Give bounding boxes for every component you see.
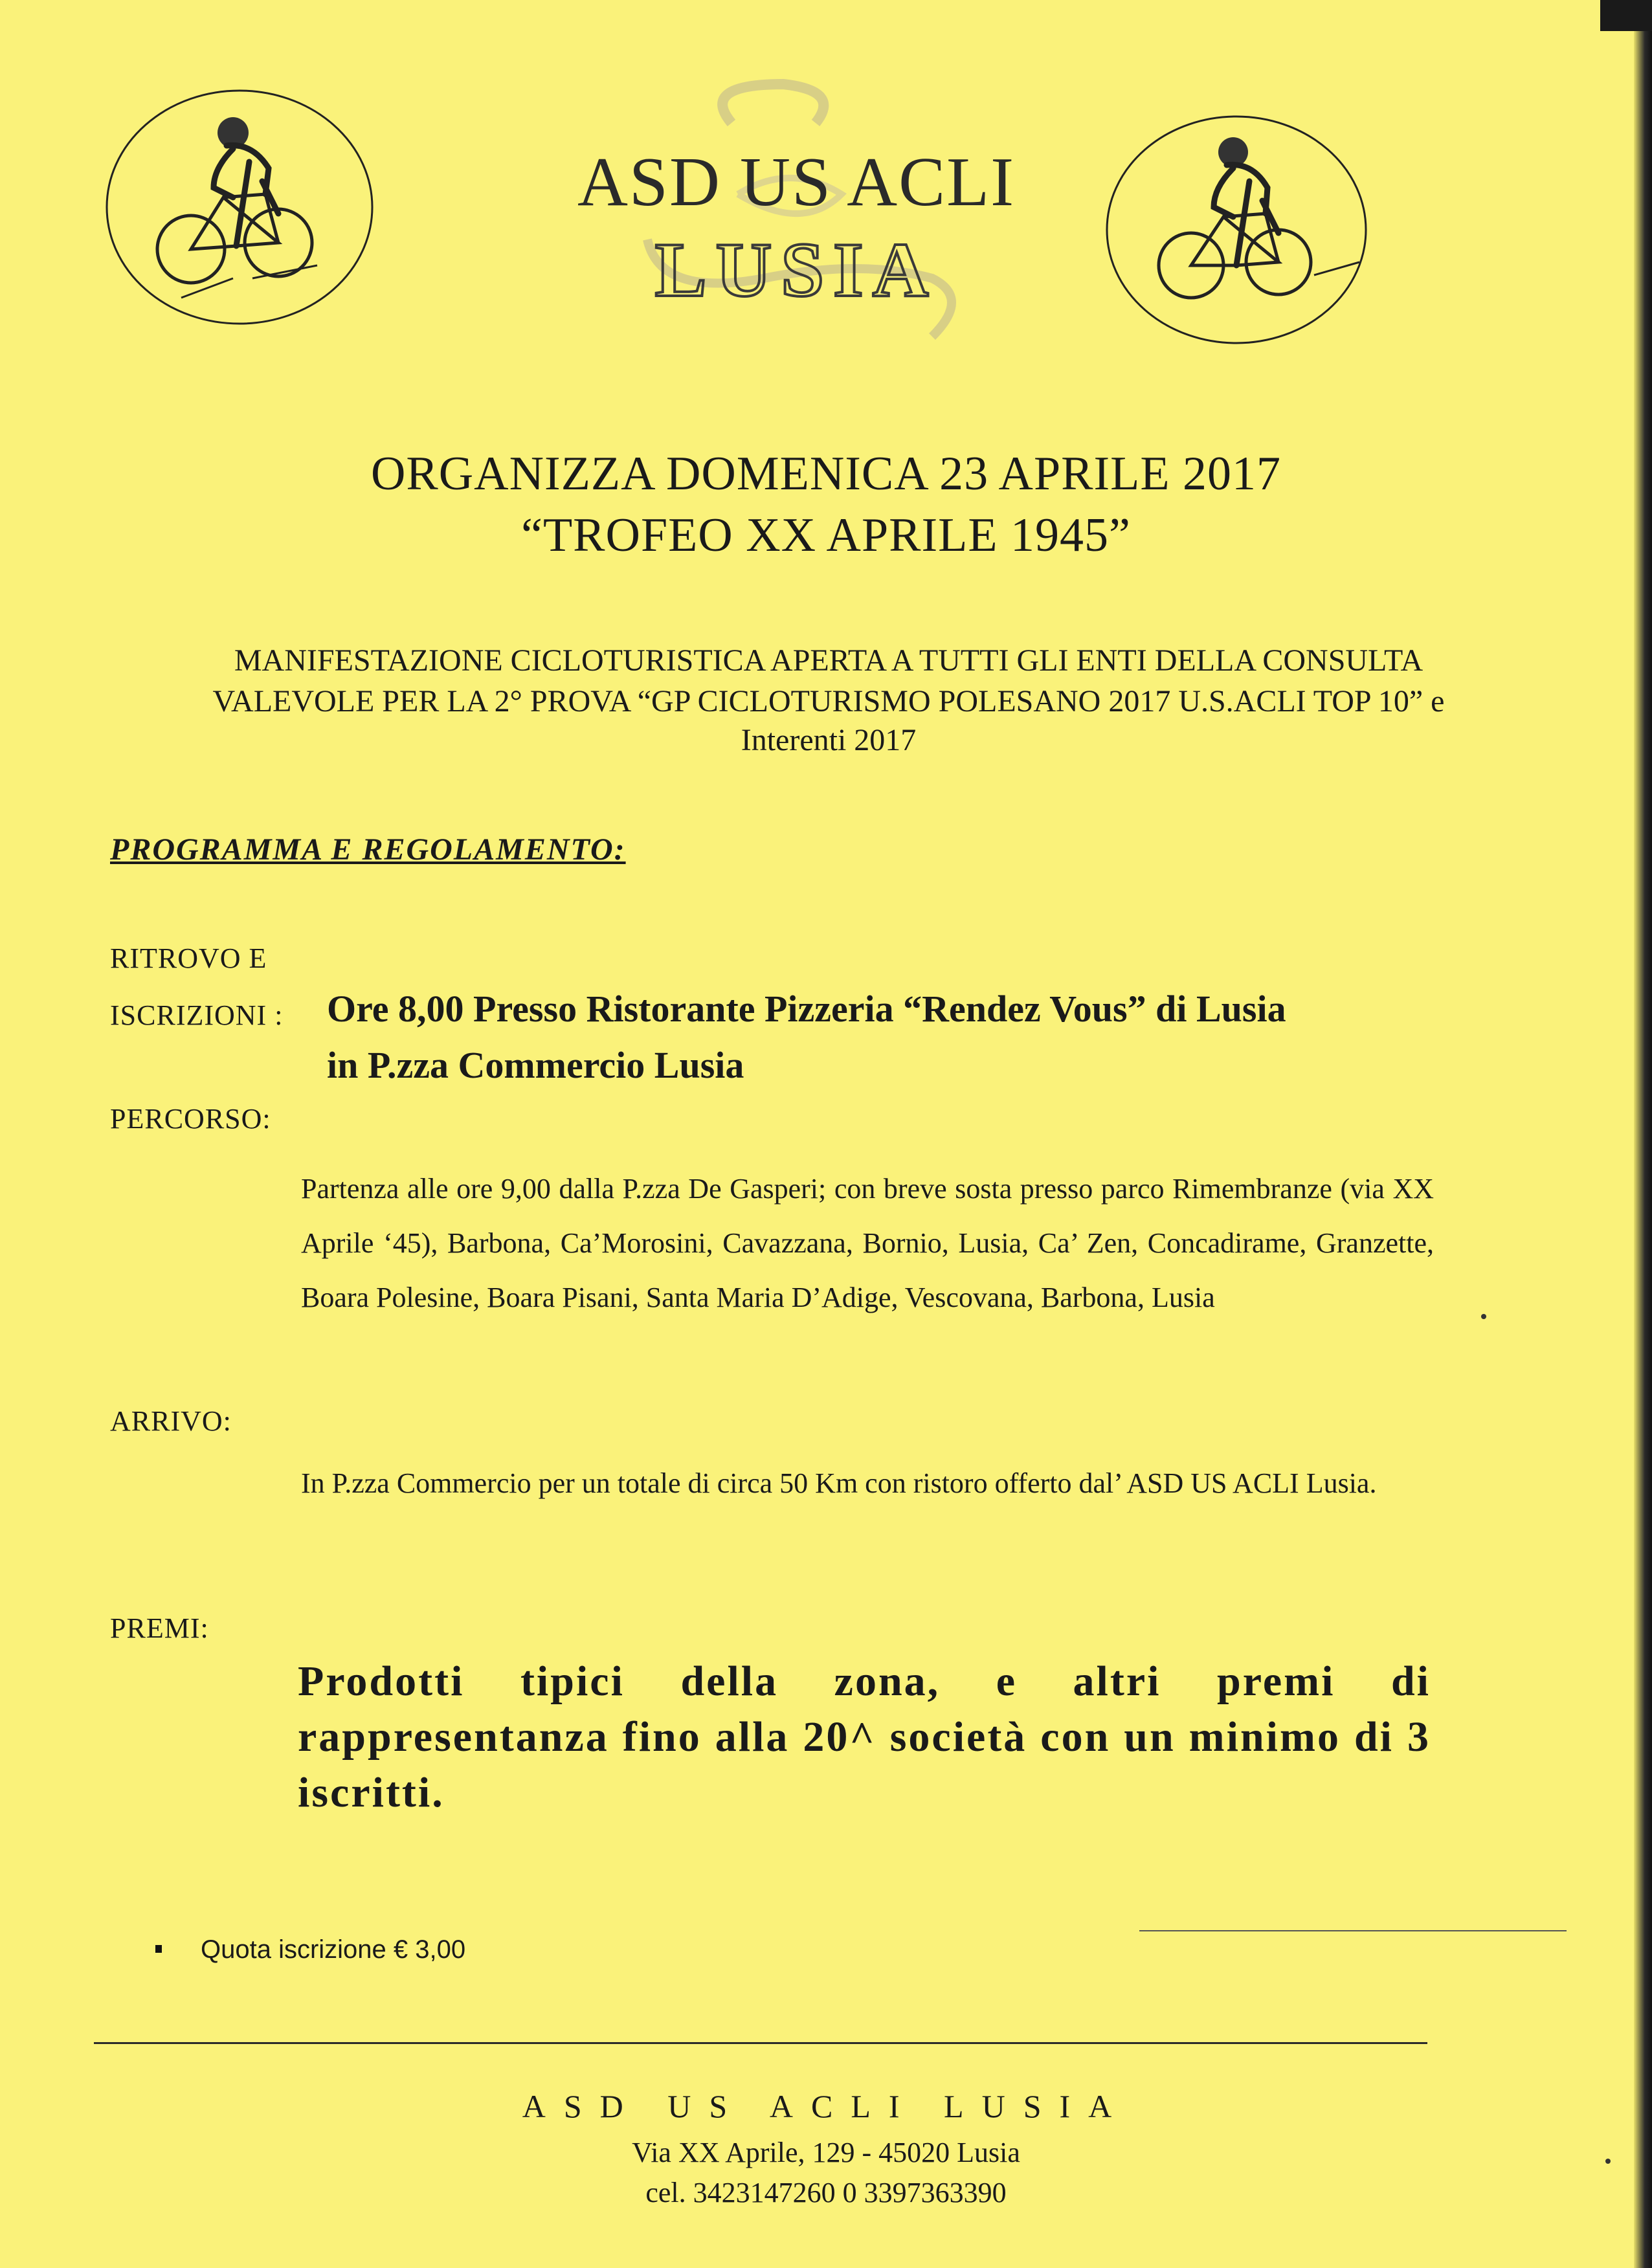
divider-short: [1139, 1930, 1567, 1931]
percorso-text: Partenza alle ore 9,00 dalla P.zza De Gasperi; con breve sosta presso parco Rimembranze (via XX Aprile ‘45), Barbona, Ca’Morosini, Cavazzana, Bornio, Lusia, Ca’ Zen, Concadirame, Granzette, Boara Polesine, Boara Pisani, Santa Maria D’Adige, Vescovana, Barbona, Lusia: [301, 1173, 1434, 1313]
event-date-title: ORGANIZZA DOMENICA 23 APRILE 2017: [370, 447, 1282, 500]
cyclist-icon: [1100, 107, 1372, 353]
footer-phone: cel. 3423147260 0 3397363390: [645, 2177, 1007, 2208]
cyclist-emblem-right: [1100, 107, 1372, 353]
scan-speck: [1605, 2159, 1611, 2164]
quota-text: Quota iscrizione € 3,00: [201, 1935, 466, 1964]
program-heading: PROGRAMMA E REGOLAMENTO:: [110, 832, 626, 867]
iscrizioni-text-line2: in P.zza Commercio Lusia: [327, 1044, 744, 1086]
percorso-label: PERCORSO:: [110, 1103, 271, 1135]
arrivo-text: In P.zza Commercio per un totale di circa 50 Km con ristoro offerto dal’ ASD US ACLI Lusia.: [301, 1467, 1377, 1499]
arrivo-label: ARRIVO:: [110, 1405, 232, 1437]
scan-edge: [1634, 0, 1652, 2268]
event-trophy-title: “TROFEO XX APRILE 1945”: [521, 509, 1131, 562]
iscrizioni-label: ISCRIZIONI :: [110, 999, 284, 1031]
premi-text: Prodotti tipici della zona, e altri premi di rappresentanza fino alla 20^ società con un minimo di 3 iscritti.: [298, 1658, 1431, 1816]
subtitle-line: MANIFESTAZIONE CICLOTURISTICA APERTA A TUTTI GLI ENTI DELLA CONSULTA: [234, 643, 1423, 678]
cyclist-icon: [104, 84, 375, 330]
logo-text-bottom: LUSIA: [654, 227, 938, 313]
scan-speck: [1481, 1314, 1486, 1319]
logo-text-top: ASD US ACLI: [577, 144, 1016, 221]
scan-corner: [1600, 0, 1652, 31]
iscrizioni-text-line1: Ore 8,00 Presso Ristorante Pizzeria “Rendez Vous” di Lusia: [327, 988, 1286, 1030]
cyclist-emblem-left: [104, 84, 375, 330]
subtitle-line: Interenti 2017: [741, 723, 917, 757]
footer-org-name: ASD US ACLI LUSIA: [522, 2088, 1130, 2124]
footer-divider: [94, 2042, 1427, 2044]
premi-label: PREMI:: [110, 1612, 209, 1644]
subtitle-line: VALEVOLE PER LA 2° PROVA “GP CICLOTURISMO POLESANO 2017 U.S.ACLI TOP 10” e: [212, 684, 1445, 718]
footer-address: Via XX Aprile, 129 - 45020 Lusia: [632, 2137, 1020, 2168]
club-logo: [570, 65, 1023, 350]
ritrovo-label: RITROVO E: [110, 942, 267, 974]
bullet-icon: [155, 1945, 162, 1953]
